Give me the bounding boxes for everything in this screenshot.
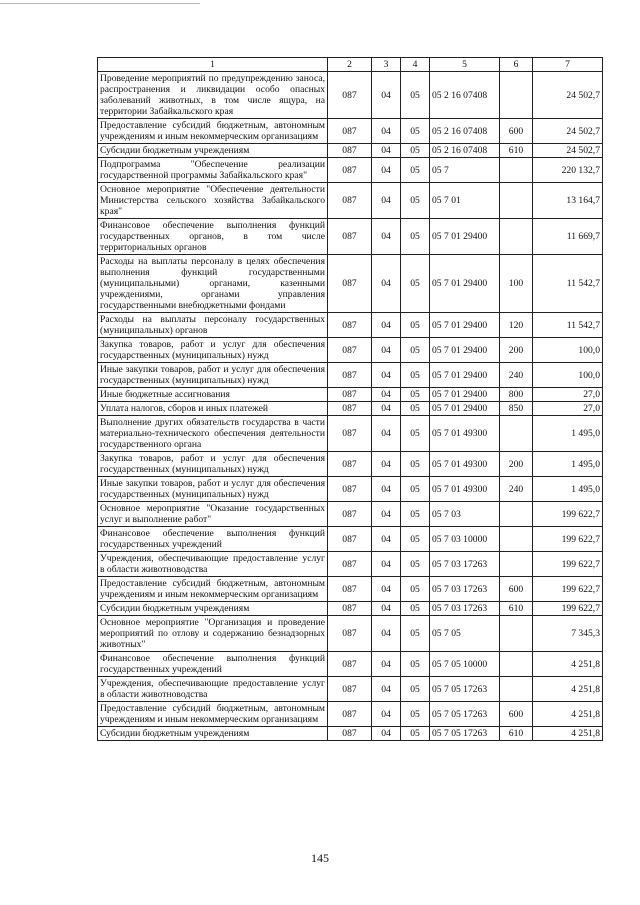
subsection-code-cell: 05 [401, 727, 430, 741]
section-code-cell: 04 [372, 119, 401, 144]
amount-cell: 4 251,8 [533, 702, 603, 727]
subsection-code-cell: 05 [401, 219, 430, 255]
amount-cell: 220 132,7 [533, 158, 603, 183]
row-name-cell: Предоставление субсидий бюджетным, автономным учреждениям и иным некоммерческим организациям [98, 702, 328, 727]
scan-top-mark [0, 0, 200, 4]
expense-type-cell: 600 [500, 702, 533, 727]
row-name-cell: Закупка товаров, работ и услуг для обеспечения государственных (муниципальных) нужд [98, 338, 328, 363]
amount-cell: 11 669,7 [533, 219, 603, 255]
expense-type-cell: 100 [500, 255, 533, 313]
target-item-cell: 05 7 01 29400 [430, 338, 500, 363]
column-header: 6 [500, 58, 533, 72]
row-name-cell: Основное мероприятие "Оказание государственных услуг и выполнение работ" [98, 502, 328, 527]
expense-type-cell: 600 [500, 577, 533, 602]
subsection-code-cell: 05 [401, 552, 430, 577]
expense-type-cell [500, 72, 533, 119]
admin-code-cell: 087 [328, 119, 372, 144]
amount-cell: 1 495,0 [533, 452, 603, 477]
target-item-cell: 05 7 05 17263 [430, 702, 500, 727]
subsection-code-cell: 05 [401, 402, 430, 416]
target-item-cell: 05 7 01 49300 [430, 477, 500, 502]
admin-code-cell: 087 [328, 72, 372, 119]
target-item-cell: 05 7 01 49300 [430, 416, 500, 452]
amount-cell: 1 495,0 [533, 416, 603, 452]
target-item-cell: 05 2 16 07408 [430, 119, 500, 144]
admin-code-cell: 087 [328, 527, 372, 552]
target-item-cell: 05 7 03 17263 [430, 577, 500, 602]
expense-type-cell: 610 [500, 727, 533, 741]
subsection-code-cell: 05 [401, 388, 430, 402]
table-row [98, 652, 603, 677]
admin-code-cell: 087 [328, 255, 372, 313]
section-code-cell: 04 [372, 416, 401, 452]
section-code-cell: 04 [372, 363, 401, 388]
section-code-cell: 04 [372, 602, 401, 616]
admin-code-cell: 087 [328, 577, 372, 602]
table-row [98, 363, 603, 388]
expense-type-cell [500, 552, 533, 577]
target-item-cell: 05 7 01 29400 [430, 255, 500, 313]
subsection-code-cell: 05 [401, 652, 430, 677]
admin-code-cell: 087 [328, 502, 372, 527]
amount-cell: 1 495,0 [533, 477, 603, 502]
row-name-cell: Субсидии бюджетным учреждениям [98, 727, 328, 741]
section-code-cell: 04 [372, 338, 401, 363]
row-name-cell: Предоставление субсидий бюджетным, автономным учреждениям и иным некоммерческим организациям [98, 119, 328, 144]
expense-type-cell [500, 616, 533, 652]
admin-code-cell: 087 [328, 602, 372, 616]
expense-type-cell [500, 219, 533, 255]
expense-type-cell: 610 [500, 602, 533, 616]
table-row [98, 416, 603, 452]
subsection-code-cell: 05 [401, 338, 430, 363]
row-name-cell: Учреждения, обеспечивающие предоставление услуг в области животноводства [98, 552, 328, 577]
subsection-code-cell: 05 [401, 602, 430, 616]
target-item-cell: 05 7 [430, 158, 500, 183]
row-name-cell: Иные бюджетные ассигнования [98, 388, 328, 402]
section-code-cell: 04 [372, 183, 401, 219]
amount-cell: 199 622,7 [533, 502, 603, 527]
target-item-cell: 05 7 01 29400 [430, 219, 500, 255]
admin-code-cell: 087 [328, 402, 372, 416]
section-code-cell: 04 [372, 552, 401, 577]
row-name-cell: Расходы на выплаты персоналу в целях обеспечения выполнения функций государственными (муниципальными) органами, казенными учреждениями, органами управления государственными внебюджетными фондами [98, 255, 328, 313]
target-item-cell: 05 7 05 10000 [430, 652, 500, 677]
section-code-cell: 04 [372, 388, 401, 402]
admin-code-cell: 087 [328, 652, 372, 677]
amount-cell: 24 502,7 [533, 119, 603, 144]
section-code-cell: 04 [372, 452, 401, 477]
section-code-cell: 04 [372, 477, 401, 502]
row-name-cell: Проведение мероприятий по предупреждению заноса, распространения и ликвидации особо опасных заболеваний животных, в том числе ящура, на территории Забайкальского края [98, 72, 328, 119]
table-row [98, 144, 603, 158]
target-item-cell: 05 7 03 10000 [430, 527, 500, 552]
section-code-cell: 04 [372, 702, 401, 727]
row-name-cell: Основное мероприятие "Обеспечение деятельности Министерства сельского хозяйства Забайкальского края" [98, 183, 328, 219]
section-code-cell: 04 [372, 727, 401, 741]
amount-cell: 24 502,7 [533, 72, 603, 119]
table-row [98, 219, 603, 255]
table-row [98, 255, 603, 313]
target-item-cell: 05 7 01 29400 [430, 388, 500, 402]
subsection-code-cell: 05 [401, 502, 430, 527]
section-code-cell: 04 [372, 502, 401, 527]
section-code-cell: 04 [372, 313, 401, 338]
subsection-code-cell: 05 [401, 158, 430, 183]
expense-type-cell [500, 502, 533, 527]
amount-cell: 199 622,7 [533, 577, 603, 602]
section-code-cell: 04 [372, 72, 401, 119]
table-row [98, 527, 603, 552]
amount-cell: 7 345,3 [533, 616, 603, 652]
section-code-cell: 04 [372, 577, 401, 602]
expense-type-cell: 850 [500, 402, 533, 416]
subsection-code-cell: 05 [401, 677, 430, 702]
section-code-cell: 04 [372, 677, 401, 702]
table-row [98, 158, 603, 183]
row-name-cell: Расходы на выплаты персоналу государственных (муниципальных) органов [98, 313, 328, 338]
admin-code-cell: 087 [328, 313, 372, 338]
amount-cell: 199 622,7 [533, 552, 603, 577]
row-name-cell: Выполнение других обязательств государства в части материально-технического обеспечения деятельности государственного органа [98, 416, 328, 452]
table-row [98, 72, 603, 119]
expense-type-cell [500, 416, 533, 452]
column-header: 4 [401, 58, 430, 72]
admin-code-cell: 087 [328, 363, 372, 388]
target-item-cell: 05 7 01 29400 [430, 363, 500, 388]
admin-code-cell: 087 [328, 677, 372, 702]
target-item-cell: 05 7 01 [430, 183, 500, 219]
target-item-cell: 05 7 03 17263 [430, 602, 500, 616]
table-row [98, 452, 603, 477]
amount-cell: 4 251,8 [533, 652, 603, 677]
subsection-code-cell: 05 [401, 313, 430, 338]
amount-cell: 4 251,8 [533, 677, 603, 702]
table-row [98, 402, 603, 416]
table-row [98, 552, 603, 577]
admin-code-cell: 087 [328, 388, 372, 402]
column-header: 1 [98, 58, 328, 72]
admin-code-cell: 087 [328, 452, 372, 477]
row-name-cell: Предоставление субсидий бюджетным, автономным учреждениям и иным некоммерческим организациям [98, 577, 328, 602]
target-item-cell: 05 7 01 29400 [430, 313, 500, 338]
section-code-cell: 04 [372, 616, 401, 652]
subsection-code-cell: 05 [401, 527, 430, 552]
row-name-cell: Финансовое обеспечение выполнения функций государственных учреждений [98, 652, 328, 677]
row-name-cell: Иные закупки товаров, работ и услуг для обеспечения государственных (муниципальных) нужд [98, 477, 328, 502]
subsection-code-cell: 05 [401, 616, 430, 652]
row-name-cell: Иные закупки товаров, работ и услуг для обеспечения государственных (муниципальных) нужд [98, 363, 328, 388]
table-row [98, 119, 603, 144]
table-row [98, 183, 603, 219]
admin-code-cell: 087 [328, 416, 372, 452]
budget-table [97, 57, 603, 741]
expense-type-cell [500, 527, 533, 552]
admin-code-cell: 087 [328, 144, 372, 158]
target-item-cell: 05 7 03 17263 [430, 552, 500, 577]
subsection-code-cell: 05 [401, 477, 430, 502]
row-name-cell: Субсидии бюджетным учреждениям [98, 602, 328, 616]
amount-cell: 27,0 [533, 402, 603, 416]
amount-cell: 100,0 [533, 338, 603, 363]
target-item-cell: 05 7 03 [430, 502, 500, 527]
subsection-code-cell: 05 [401, 255, 430, 313]
expense-type-cell: 610 [500, 144, 533, 158]
table-row [98, 477, 603, 502]
target-item-cell: 05 7 01 29400 [430, 402, 500, 416]
section-code-cell: 04 [372, 652, 401, 677]
subsection-code-cell: 05 [401, 144, 430, 158]
amount-cell: 199 622,7 [533, 527, 603, 552]
section-code-cell: 04 [372, 158, 401, 183]
admin-code-cell: 087 [328, 477, 372, 502]
subsection-code-cell: 05 [401, 72, 430, 119]
table-row [98, 388, 603, 402]
row-name-cell: Основное мероприятие "Организация и проведение мероприятий по отлову и содержанию безнадзорных животных" [98, 616, 328, 652]
expense-type-cell: 240 [500, 477, 533, 502]
expense-type-cell: 200 [500, 452, 533, 477]
table-row [98, 702, 603, 727]
subsection-code-cell: 05 [401, 702, 430, 727]
row-name-cell: Уплата налогов, сборов и иных платежей [98, 402, 328, 416]
target-item-cell: 05 7 05 17263 [430, 677, 500, 702]
subsection-code-cell: 05 [401, 363, 430, 388]
target-item-cell: 05 2 16 07408 [430, 144, 500, 158]
table-row [98, 577, 603, 602]
admin-code-cell: 087 [328, 702, 372, 727]
expense-type-cell: 120 [500, 313, 533, 338]
amount-cell: 11 542,7 [533, 313, 603, 338]
admin-code-cell: 087 [328, 338, 372, 363]
section-code-cell: 04 [372, 144, 401, 158]
table-row [98, 338, 603, 363]
row-name-cell: Финансовое обеспечение выполнения функций государственных учреждений [98, 527, 328, 552]
section-code-cell: 04 [372, 527, 401, 552]
amount-cell: 199 622,7 [533, 602, 603, 616]
row-name-cell: Финансовое обеспечение выполнения функций государственных органов, в том числе территориальных органов [98, 219, 328, 255]
expense-type-cell [500, 183, 533, 219]
table-row [98, 602, 603, 616]
row-name-cell: Закупка товаров, работ и услуг для обеспечения государственных (муниципальных) нужд [98, 452, 328, 477]
target-item-cell: 05 7 05 [430, 616, 500, 652]
subsection-code-cell: 05 [401, 577, 430, 602]
amount-cell: 27,0 [533, 388, 603, 402]
admin-code-cell: 087 [328, 219, 372, 255]
admin-code-cell: 087 [328, 183, 372, 219]
subsection-code-cell: 05 [401, 452, 430, 477]
expense-type-cell [500, 677, 533, 702]
table-row [98, 502, 603, 527]
expense-type-cell [500, 158, 533, 183]
target-item-cell: 05 7 05 17263 [430, 727, 500, 741]
row-name-cell: Учреждения, обеспечивающие предоставление услуг в области животноводства [98, 677, 328, 702]
amount-cell: 13 164,7 [533, 183, 603, 219]
row-name-cell: Подпрограмма "Обеспечение реализации государственной программы Забайкальского края" [98, 158, 328, 183]
subsection-code-cell: 05 [401, 416, 430, 452]
column-header: 7 [533, 58, 603, 72]
section-code-cell: 04 [372, 255, 401, 313]
subsection-code-cell: 05 [401, 119, 430, 144]
admin-code-cell: 087 [328, 727, 372, 741]
admin-code-cell: 087 [328, 158, 372, 183]
admin-code-cell: 087 [328, 616, 372, 652]
amount-cell: 11 542,7 [533, 255, 603, 313]
amount-cell: 4 251,8 [533, 727, 603, 741]
expense-type-cell [500, 652, 533, 677]
expense-type-cell: 800 [500, 388, 533, 402]
table-header-row [98, 58, 603, 72]
column-header: 5 [430, 58, 500, 72]
target-item-cell: 05 2 16 07408 [430, 72, 500, 119]
expense-type-cell: 240 [500, 363, 533, 388]
table-row [98, 727, 603, 741]
admin-code-cell: 087 [328, 552, 372, 577]
page-number: 145 [311, 851, 329, 865]
amount-cell: 24 502,7 [533, 144, 603, 158]
amount-cell: 100,0 [533, 363, 603, 388]
row-name-cell: Субсидии бюджетным учреждениям [98, 144, 328, 158]
column-header: 3 [372, 58, 401, 72]
column-header: 2 [328, 58, 372, 72]
section-code-cell: 04 [372, 402, 401, 416]
expense-type-cell: 600 [500, 119, 533, 144]
table-row [98, 677, 603, 702]
expense-type-cell: 200 [500, 338, 533, 363]
table-row [98, 616, 603, 652]
subsection-code-cell: 05 [401, 183, 430, 219]
target-item-cell: 05 7 01 49300 [430, 452, 500, 477]
section-code-cell: 04 [372, 219, 401, 255]
table-row [98, 313, 603, 338]
